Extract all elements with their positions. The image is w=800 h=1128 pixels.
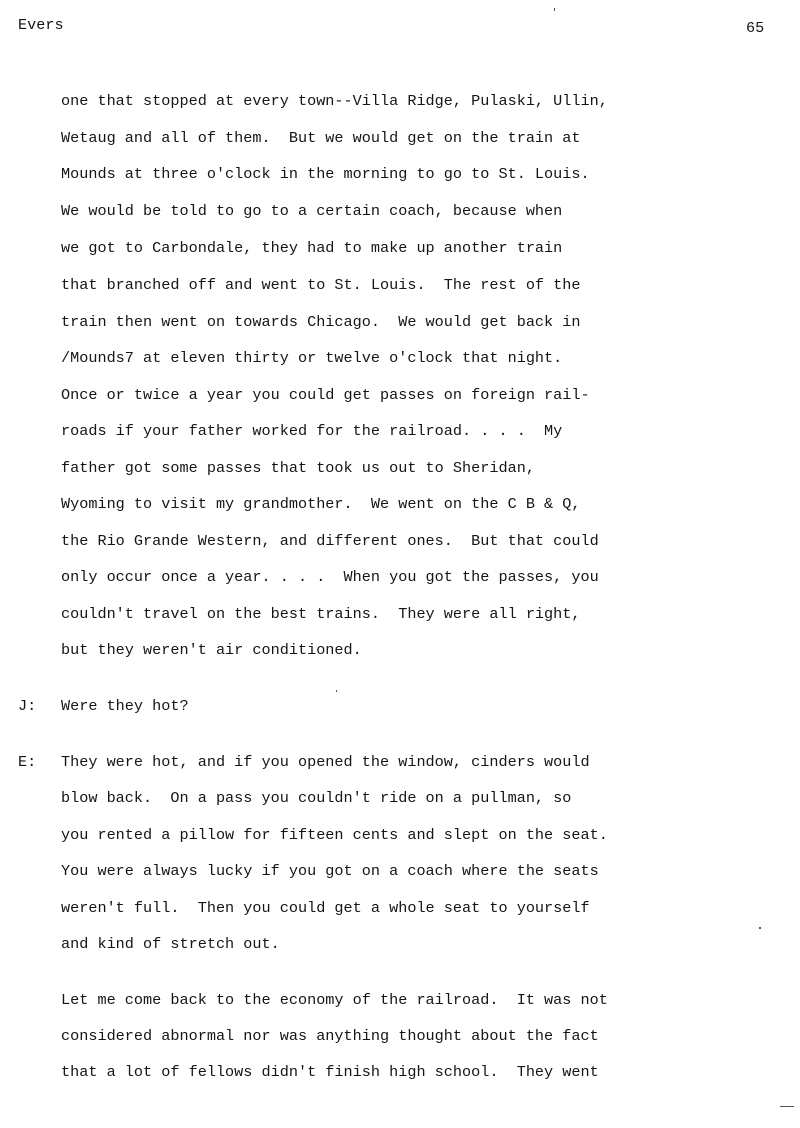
text-line: Let me come back to the economy of the railroad. It was not [61, 991, 608, 1009]
header-name: Evers [18, 16, 64, 34]
text-line: /Mounds7 at eleven thirty or twelve o'clock that night. [61, 349, 563, 367]
scan-speck [554, 8, 555, 11]
text-line: weren't full. Then you could get a whole seat to yourself [61, 899, 590, 917]
text-line: Mounds at three o'clock in the morning to go to St. Louis. [61, 165, 590, 183]
text-line: father got some passes that took us out to Sheridan, [61, 459, 535, 477]
text-line: couldn't travel on the best trains. They were all right, [61, 605, 581, 623]
text-line: We would be told to go to a certain coach, because when [61, 202, 563, 220]
scan-speck [759, 927, 761, 929]
text-line: and kind of stretch out. [61, 935, 280, 953]
speaker-label: J: [18, 697, 37, 715]
text-line: Wyoming to visit my grandmother. We went on the C B & Q, [61, 495, 581, 513]
text-line: the Rio Grande Western, and different ones. But that could [61, 532, 599, 550]
speaker-label: E: [18, 753, 37, 771]
text-line: we got to Carbondale, they had to make up another train [61, 239, 563, 257]
text-line: that branched off and went to St. Louis. The rest of the [61, 276, 581, 294]
text-line: Were they hot? [61, 697, 189, 715]
scan-speck [780, 1106, 794, 1107]
text-line: only occur once a year. . . . When you got the passes, you [61, 568, 599, 586]
text-line: Wetaug and all of them. But we would get on the train at [61, 129, 581, 147]
scan-speck [336, 690, 337, 692]
text-line: you rented a pillow for fifteen cents and slept on the seat. [61, 826, 608, 844]
text-line: considered abnormal nor was anything thought about the fact [61, 1027, 599, 1045]
text-line: but they weren't air conditioned. [61, 641, 362, 659]
text-line: one that stopped at every town--Villa Ridge, Pulaski, Ullin, [61, 92, 608, 110]
text-line: You were always lucky if you got on a coach where the seats [61, 862, 599, 880]
text-line: that a lot of fellows didn't finish high school. They went [61, 1063, 599, 1081]
text-line: train then went on towards Chicago. We would get back in [61, 313, 581, 331]
text-line: blow back. On a pass you couldn't ride on a pullman, so [61, 789, 572, 807]
text-line: They were hot, and if you opened the window, cinders would [61, 753, 590, 771]
page-number: 65 [746, 19, 765, 37]
text-line: roads if your father worked for the railroad. . . . My [61, 422, 563, 440]
text-line: Once or twice a year you could get passes on foreign rail- [61, 386, 590, 404]
